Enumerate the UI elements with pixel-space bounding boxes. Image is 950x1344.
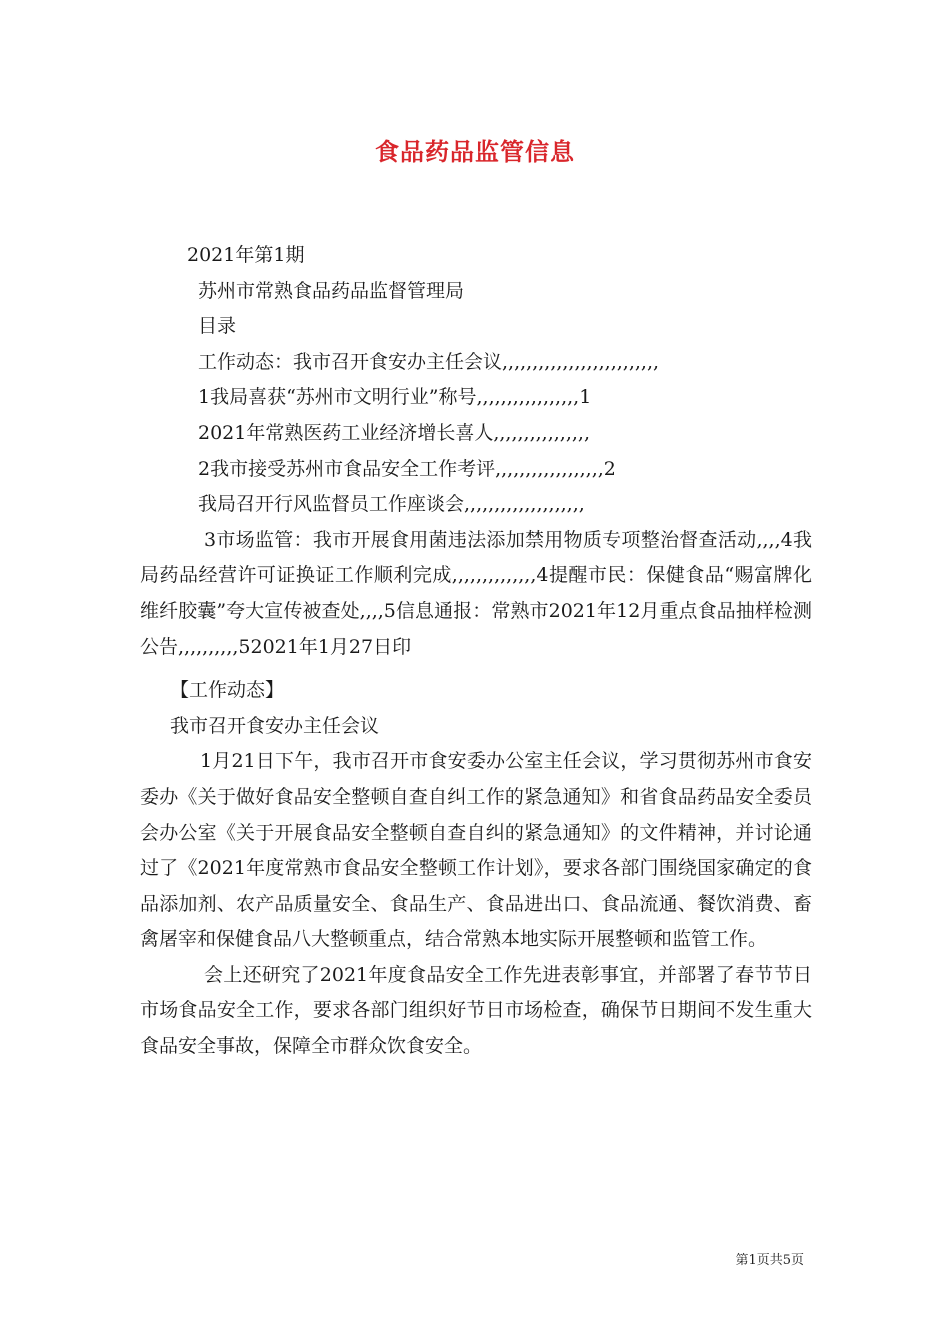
toc-paragraph: 3市场监管：我市开展食用菌违法添加禁用物质专项整治督查活动,,,,4我局药品经营许可证换证工作顺利完成,,,,,,,,,,,,,,4提醒市民：保健食品“赐富牌化维纤胶囊”夸大宣传被查处,,,,5信息通报：常熟市2021年12月重点食品抽样检测公告,,,,,,,,,,52021年1月27日印 [140, 528, 812, 658]
toc-item: 我局召开行风监督员工作座谈会,,,,,,,,,,,,,,,,,,,, [198, 493, 585, 516]
article-title: 我市召开食安办主任会议 [170, 714, 380, 737]
section-heading: 【工作动态】 [170, 679, 285, 702]
toc-item: 2我市接受苏州市食品安全工作考评,,,,,,,,,,,,,,,,,,2 [198, 457, 616, 480]
agency-name: 苏州市常熟食品药品监督管理局 [198, 279, 465, 302]
document-body [140, 238, 812, 1065]
article-paragraph: 会上还研究了2021年度食品安全工作先进表彰事宜，并部署了春节节日市场食品安全工作，要求各部门组织好节日市场检查，确保节日期间不发生重大食品安全事故，保障全市群众饮食安全。 [140, 963, 812, 1058]
toc-item: 2021年常熟医药工业经济增长喜人,,,,,,,,,,,,,,,, [198, 421, 590, 444]
toc-item: 1我局喜获“苏州市文明行业”称号,,,,,,,,,,,,,,,,,1 [198, 386, 592, 409]
document-title: 食品药品监管信息 [375, 137, 575, 166]
issue-number: 2021年第1期 [187, 244, 305, 266]
toc-item: 工作动态：我市召开食安办主任会议,,,,,,,,,,,,,,,,,,,,,,,,,, [198, 350, 660, 373]
page-indicator: 第1页共5页 [735, 1253, 804, 1268]
toc-heading: 目录 [198, 315, 237, 338]
article-paragraph: 1月21日下午，我市召开市食安委办公室主任会议，学习贯彻苏州市食安委办《关于做好食品安全整顿自查自纠工作的紧急通知》和省食品药品安全委员会办公室《关于开展食品安全整顿自查自纠的紧急通知》的文件精神，并讨论通过了《2021年度常熟市食品安全整顿工作计划》，要求各部门围绕国家确定的食品添加剂、农产品质量安全、食品生产、食品进出口、食品流通、餐饮消费、畜禽屠宰和保健食品八大整顿重点，结合常熟本地实际开展整顿和监管工作。 [140, 750, 812, 951]
